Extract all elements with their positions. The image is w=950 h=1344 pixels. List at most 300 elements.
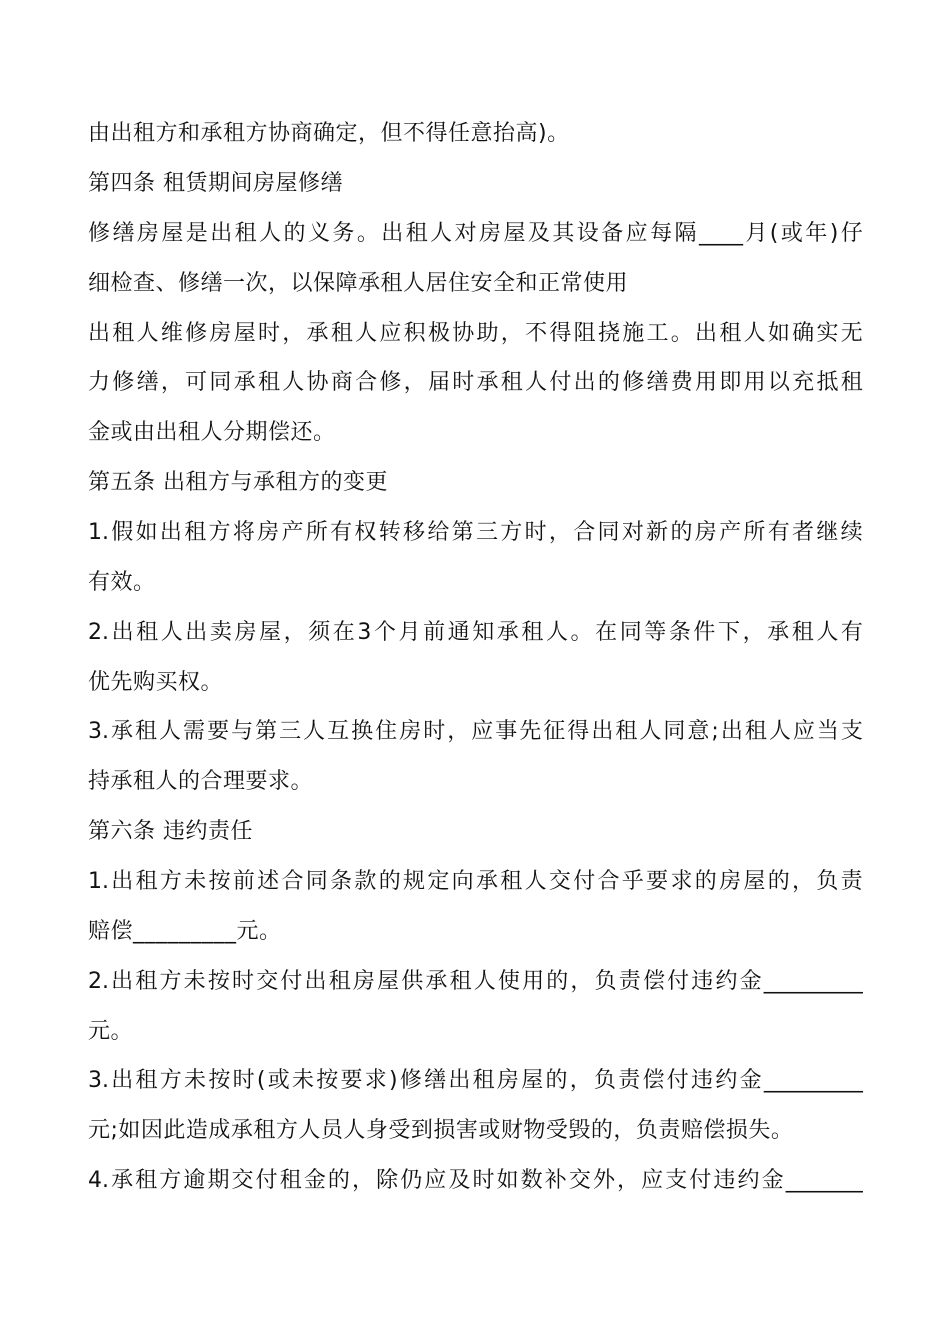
glyph: 出 <box>591 719 614 744</box>
glyph: _________ <box>763 1068 863 1093</box>
glyph: 人 <box>303 719 326 744</box>
glyph: 助 <box>476 321 499 346</box>
glyph: 租 <box>257 370 280 395</box>
glyph: 的 <box>670 520 693 545</box>
glyph: 阻 <box>573 321 596 346</box>
glyph: 的 <box>767 869 790 894</box>
glyph: 用 <box>695 370 718 395</box>
glyph: 在 <box>332 620 355 645</box>
glyph: 应 <box>625 221 648 246</box>
glyph: 人 <box>430 221 453 246</box>
glyph: 修 <box>622 370 645 395</box>
glyph: 补 <box>544 1168 567 1193</box>
glyph: 出 <box>159 520 182 545</box>
glyph: 款 <box>354 869 377 894</box>
glyph: ， <box>569 1068 592 1093</box>
glyph: 条 <box>330 869 353 894</box>
glyph: 按 <box>208 869 231 894</box>
glyph: 房 <box>399 719 422 744</box>
glyph: 偿 <box>642 1068 665 1093</box>
text-line <box>88 368 863 398</box>
glyph: 租 <box>791 620 814 645</box>
glyph: 出 <box>695 321 718 346</box>
glyph: ， <box>282 321 305 346</box>
glyph: 支 <box>840 719 863 744</box>
glyph: 房 <box>257 520 280 545</box>
glyph: 交 <box>231 1168 254 1193</box>
glyph: 人 <box>524 869 547 894</box>
text-line <box>88 1166 863 1196</box>
text-line <box>88 1066 863 1096</box>
glyph: 以 <box>767 370 790 395</box>
glyph: 向 <box>451 869 474 894</box>
text-line <box>88 518 863 548</box>
glyph: 交 <box>568 1168 591 1193</box>
glyph: 三 <box>475 520 498 545</box>
glyph: 付 <box>280 969 303 994</box>
glyph: ， <box>792 869 815 894</box>
glyph: 合 <box>355 370 378 395</box>
glyph: 的 <box>694 869 717 894</box>
glyph: 承 <box>767 620 790 645</box>
glyph: 负 <box>593 1068 616 1093</box>
glyph: 租 <box>135 1068 158 1093</box>
glyph: 使 <box>497 969 520 994</box>
glyph: 租 <box>449 969 472 994</box>
glyph: 极 <box>427 321 450 346</box>
glyph: 承 <box>111 719 134 744</box>
glyph: 付 <box>573 869 596 894</box>
glyph: 给 <box>427 520 450 545</box>
glyph: 时 <box>257 321 280 346</box>
glyph: 如 <box>496 1168 519 1193</box>
glyph: 3 <box>357 620 372 645</box>
glyph: 应 <box>379 321 402 346</box>
glyph: 费 <box>670 370 693 395</box>
glyph: 负 <box>816 869 839 894</box>
glyph: 3. <box>88 719 109 744</box>
glyph: 要 <box>340 1068 363 1093</box>
glyph: 未 <box>183 969 206 994</box>
glyph: 出 <box>185 620 208 645</box>
glyph: 缮 <box>136 370 159 395</box>
glyph: 人 <box>355 321 378 346</box>
glyph: 房 <box>234 620 257 645</box>
glyph: 责 <box>840 869 863 894</box>
glyph: 三 <box>279 719 302 744</box>
glyph: 移 <box>403 520 426 545</box>
glyph: 抵 <box>816 370 839 395</box>
glyph: ， <box>617 1168 640 1193</box>
glyph: 出 <box>111 969 134 994</box>
glyph: 同 <box>209 370 232 395</box>
glyph: 月 <box>745 221 768 246</box>
glyph: 住 <box>375 719 398 744</box>
glyph: 其 <box>552 221 575 246</box>
glyph: 有 <box>330 520 353 545</box>
glyph: 同 <box>305 869 328 894</box>
glyph: 未 <box>291 1068 314 1093</box>
glyph: 承 <box>475 869 498 894</box>
glyph: 出 <box>111 620 134 645</box>
glyph: ， <box>500 321 523 346</box>
glyph: 工 <box>646 321 669 346</box>
text-line: 金或由出租人分期偿还。 <box>88 420 336 445</box>
text-line <box>88 967 863 997</box>
glyph: 人 <box>525 370 548 395</box>
glyph: 金 <box>761 1168 784 1193</box>
glyph: 人 <box>816 620 839 645</box>
glyph: 的 <box>378 869 401 894</box>
glyph: 有 <box>767 520 790 545</box>
glyph: 缮 <box>112 221 135 246</box>
glyph: 合 <box>281 869 304 894</box>
glyph: ， <box>570 969 593 994</box>
glyph: 出 <box>88 321 111 346</box>
glyph: 逾 <box>183 1168 206 1193</box>
glyph: 付 <box>666 1068 689 1093</box>
glyph: 求 <box>364 1068 387 1093</box>
glyph: 等 <box>644 620 667 645</box>
glyph: 租 <box>112 321 135 346</box>
glyph: 是 <box>185 221 208 246</box>
glyph: 人 <box>282 370 305 395</box>
glyph: 充 <box>792 370 815 395</box>
glyph: 约 <box>715 969 738 994</box>
glyph: 的 <box>545 1068 568 1093</box>
glyph: 出 <box>573 370 596 395</box>
glyph: 人 <box>743 321 766 346</box>
glyph: 2. <box>88 620 109 645</box>
glyph: ， <box>283 620 306 645</box>
glyph: 的 <box>327 1168 350 1193</box>
article-heading: 第四条 租赁期间房屋修缮 <box>88 171 343 196</box>
glyph: 条 <box>668 620 691 645</box>
glyph: 同 <box>597 520 620 545</box>
glyph: 1. <box>88 520 109 545</box>
text-line: 持承租人的合理要求。 <box>88 769 314 794</box>
glyph: 协 <box>452 321 475 346</box>
glyph: 如 <box>767 321 790 346</box>
glyph: 如 <box>135 520 158 545</box>
glyph: 将 <box>232 520 255 545</box>
glyph: 租 <box>135 969 158 994</box>
text-line: 细检查、修缮一次，以保障承租人居住安全和正常使用 <box>88 271 629 296</box>
glyph: 规 <box>403 869 426 894</box>
glyph: 。 <box>570 620 593 645</box>
glyph: 的 <box>546 969 569 994</box>
glyph: 租 <box>472 1068 495 1093</box>
glyph: 人 <box>473 969 496 994</box>
glyph: 租 <box>615 719 638 744</box>
glyph: 务 <box>332 221 355 246</box>
glyph: 房 <box>352 969 375 994</box>
glyph: 假 <box>111 520 134 545</box>
glyph: ， <box>403 370 426 395</box>
glyph: 产 <box>719 520 742 545</box>
glyph: 3. <box>88 1068 109 1093</box>
text-line <box>88 219 863 249</box>
glyph: 的 <box>597 370 620 395</box>
glyph: 时 <box>472 1168 495 1193</box>
glyph: 要 <box>646 869 669 894</box>
glyph: 权 <box>354 520 377 545</box>
glyph: 金 <box>303 1168 326 1193</box>
glyph: 屋 <box>259 620 282 645</box>
glyph: 租 <box>279 1168 302 1193</box>
glyph: ， <box>742 620 765 645</box>
glyph: 交 <box>548 869 571 894</box>
glyph: 换 <box>351 719 374 744</box>
glyph: 修 <box>399 1068 422 1093</box>
glyph: 租 <box>744 719 767 744</box>
glyph: ， <box>160 370 183 395</box>
glyph: 互 <box>327 719 350 744</box>
glyph: 租 <box>405 221 428 246</box>
glyph: 用 <box>522 969 545 994</box>
glyph: 人 <box>768 719 791 744</box>
glyph: 承 <box>425 969 448 994</box>
glyph: 时 <box>423 719 446 744</box>
glyph: 即 <box>719 370 742 395</box>
glyph: 承 <box>306 321 329 346</box>
text-line: 元。 <box>88 1019 134 1044</box>
glyph: 施 <box>622 321 645 346</box>
glyph: 力 <box>88 370 111 395</box>
text-line <box>88 867 863 897</box>
glyph: 定 <box>427 869 450 894</box>
glyph: ， <box>447 719 470 744</box>
glyph: 修 <box>112 370 135 395</box>
glyph: 同 <box>619 620 642 645</box>
glyph: ， <box>548 520 571 545</box>
glyph: 屋 <box>233 321 256 346</box>
glyph: 支 <box>665 1168 688 1193</box>
glyph: 乎 <box>621 869 644 894</box>
glyph: 方 <box>500 520 523 545</box>
glyph: 外 <box>592 1168 615 1193</box>
glyph: 修 <box>88 221 111 246</box>
glyph: 责 <box>618 969 641 994</box>
glyph: 房 <box>479 221 502 246</box>
glyph: 人 <box>545 620 568 645</box>
glyph: 知 <box>472 620 495 645</box>
glyph: 通 <box>447 620 470 645</box>
glyph: 4. <box>88 1168 109 1193</box>
text-line <box>88 319 863 349</box>
glyph: 屋 <box>503 221 526 246</box>
glyph: 人 <box>639 719 662 744</box>
glyph: 可 <box>185 370 208 395</box>
glyph: 月 <box>398 620 421 645</box>
glyph: 付 <box>689 1168 712 1193</box>
glyph: 人 <box>160 620 183 645</box>
glyph: 商 <box>330 370 353 395</box>
glyph: 承 <box>233 370 256 395</box>
glyph: 约 <box>715 1068 738 1093</box>
glyph: ( <box>256 1068 266 1093</box>
glyph: 方 <box>159 969 182 994</box>
glyph: 租 <box>136 620 159 645</box>
glyph: 付 <box>667 969 690 994</box>
glyph: 不 <box>525 321 548 346</box>
glyph: 屋 <box>161 221 184 246</box>
glyph: 按 <box>208 1068 231 1093</box>
text-line <box>88 618 863 648</box>
glyph: 无 <box>840 321 863 346</box>
glyph: 出 <box>111 1068 134 1093</box>
glyph: 付 <box>255 1168 278 1193</box>
glyph: 应 <box>641 1168 664 1193</box>
glyph: 按 <box>207 969 230 994</box>
glyph: 须 <box>308 620 331 645</box>
glyph: 确 <box>792 321 815 346</box>
glyph: 备 <box>601 221 624 246</box>
glyph: 金 <box>739 1068 762 1093</box>
glyph: ____ <box>698 221 743 246</box>
glyph: 屋 <box>743 869 766 894</box>
glyph: 得 <box>549 321 572 346</box>
glyph: 出 <box>111 869 134 894</box>
glyph: 的 <box>283 221 306 246</box>
glyph: 负 <box>594 969 617 994</box>
glyph: 隔 <box>674 221 697 246</box>
glyph: 述 <box>257 869 280 894</box>
glyph: 。 <box>356 221 379 246</box>
article-heading: 第六条 违约责任 <box>88 819 253 844</box>
glyph: 应 <box>471 719 494 744</box>
glyph: 意 <box>687 719 710 744</box>
glyph: 租 <box>135 869 158 894</box>
glyph: 责 <box>618 1068 641 1093</box>
glyph: 未 <box>184 869 207 894</box>
glyph: 。 <box>670 321 693 346</box>
text-line: 优先购买权。 <box>88 670 224 695</box>
glyph: 修 <box>185 321 208 346</box>
glyph: 下 <box>718 620 741 645</box>
glyph: 供 <box>401 969 424 994</box>
glyph: 续 <box>840 520 863 545</box>
glyph: 缮 <box>646 370 669 395</box>
glyph: 仍 <box>400 1168 423 1193</box>
glyph: 修 <box>379 370 402 395</box>
glyph: 承 <box>496 620 519 645</box>
glyph: 义 <box>307 221 330 246</box>
glyph: ( <box>769 221 779 246</box>
glyph: 合 <box>597 869 620 894</box>
glyph: 出 <box>720 719 743 744</box>
glyph: 房 <box>136 221 159 246</box>
glyph: 届 <box>427 370 450 395</box>
glyph: 方 <box>159 1168 182 1193</box>
glyph: 需 <box>183 719 206 744</box>
text-line <box>88 717 863 747</box>
glyph: 事 <box>495 719 518 744</box>
glyph: 房 <box>496 1068 519 1093</box>
glyph: 方 <box>208 520 231 545</box>
glyph: 方 <box>159 1068 182 1093</box>
glyph: 设 <box>576 221 599 246</box>
glyph: 应 <box>792 719 815 744</box>
glyph: 未 <box>184 1068 207 1093</box>
glyph: 除 <box>376 1168 399 1193</box>
glyph: 或 <box>780 221 803 246</box>
glyph: 所 <box>743 520 766 545</box>
glyph: 租 <box>500 869 523 894</box>
glyph: 房 <box>694 520 717 545</box>
glyph: 前 <box>423 620 446 645</box>
glyph: 个 <box>373 620 396 645</box>
glyph: 出 <box>210 221 233 246</box>
glyph: 时 <box>232 1068 255 1093</box>
glyph: 卖 <box>209 620 232 645</box>
glyph: 租 <box>135 719 158 744</box>
article-heading: 第五条 出租方与承租方的变更 <box>88 470 388 495</box>
glyph: 付 <box>549 370 572 395</box>
glyph: 维 <box>160 321 183 346</box>
glyph: 对 <box>454 221 477 246</box>
glyph: 或 <box>267 1068 290 1093</box>
glyph: 有 <box>840 620 863 645</box>
glyph: 租 <box>840 370 863 395</box>
glyph: 违 <box>691 969 714 994</box>
glyph: _______ <box>785 1168 863 1193</box>
glyph: 人 <box>259 221 282 246</box>
glyph: 违 <box>713 1168 736 1193</box>
glyph: 租 <box>719 321 742 346</box>
glyph: 转 <box>378 520 401 545</box>
glyph: 应 <box>424 1168 447 1193</box>
glyph: 征 <box>543 719 566 744</box>
glyph: 在 <box>595 620 618 645</box>
glyph: 当 <box>816 719 839 744</box>
glyph: 用 <box>743 370 766 395</box>
glyph: 2. <box>88 969 109 994</box>
glyph: 时 <box>452 370 475 395</box>
glyph: 第 <box>255 719 278 744</box>
glyph: 挠 <box>597 321 620 346</box>
text-line: 元;如因此造成承租方人员人身受到损害或财物受毁的，负责赔偿损失。 <box>88 1118 794 1143</box>
glyph: 者 <box>792 520 815 545</box>
glyph: 1. <box>88 869 109 894</box>
glyph: 期 <box>207 1168 230 1193</box>
glyph: 出 <box>381 221 404 246</box>
glyph: 承 <box>111 1168 134 1193</box>
glyph: 租 <box>521 620 544 645</box>
glyph: 租 <box>330 321 353 346</box>
glyph: 房 <box>209 321 232 346</box>
glyph: 仔 <box>840 221 863 246</box>
glyph: 承 <box>476 370 499 395</box>
glyph: 产 <box>281 520 304 545</box>
glyph: 屋 <box>377 969 400 994</box>
glyph: 合 <box>573 520 596 545</box>
glyph: 要 <box>207 719 230 744</box>
glyph: 方 <box>159 869 182 894</box>
glyph: 交 <box>256 969 279 994</box>
glyph: 及 <box>527 221 550 246</box>
glyph: 时 <box>524 520 547 545</box>
glyph: 数 <box>520 1168 543 1193</box>
glyph: 租 <box>135 1168 158 1193</box>
glyph: 实 <box>816 321 839 346</box>
glyph: 前 <box>232 869 255 894</box>
glyph: 人 <box>159 719 182 744</box>
glyph: 租 <box>328 969 351 994</box>
glyph: 出 <box>304 969 327 994</box>
glyph: 积 <box>403 321 426 346</box>
glyph: 缮 <box>424 1068 447 1093</box>
